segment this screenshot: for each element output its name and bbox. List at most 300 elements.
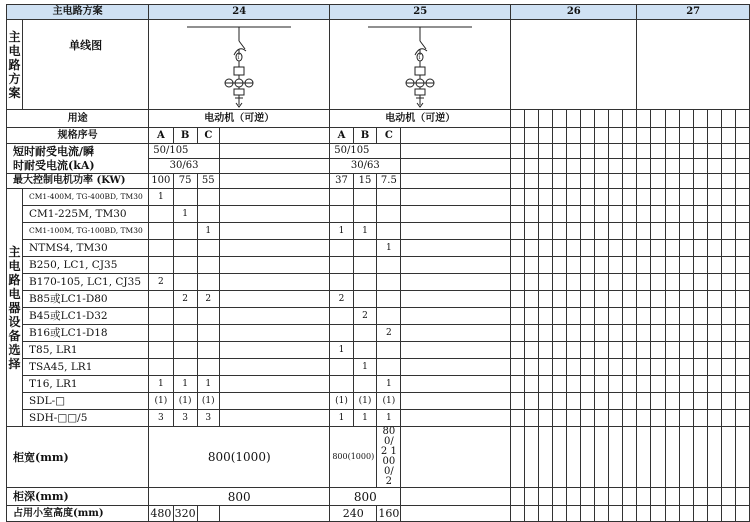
component-qty-25-a — [330, 325, 354, 342]
component-qty-24-b: (1) — [173, 393, 197, 410]
grid-cell — [721, 325, 735, 342]
grid-cell — [609, 488, 623, 506]
grid-cell — [525, 506, 539, 522]
height-25-blank — [401, 506, 511, 522]
grid-cell — [707, 223, 721, 240]
grid-cell — [623, 189, 637, 206]
grid-cell — [567, 427, 581, 488]
grid-cell — [679, 257, 693, 274]
grid-cell — [721, 308, 735, 325]
max-power-24-c: 55 — [197, 174, 219, 189]
grid-cell — [581, 159, 595, 174]
grid-cell — [707, 342, 721, 359]
grid-cell — [539, 291, 553, 308]
grid-cell — [511, 159, 525, 174]
component-qty-24-blank — [219, 257, 329, 274]
grid-cell — [553, 128, 567, 144]
grid-cell — [721, 128, 735, 144]
grid-cell — [679, 427, 693, 488]
header-scheme-27: 27 — [637, 5, 750, 20]
component-row — [7, 240, 750, 257]
grid-cell — [693, 291, 707, 308]
grid-cell — [539, 488, 553, 506]
height-label: 占用小室高度(mm) — [7, 506, 149, 522]
component-qty-25-c: (1) — [377, 393, 401, 410]
grid-cell — [623, 291, 637, 308]
grid-cell — [665, 359, 679, 376]
component-qty-25-b — [353, 240, 377, 257]
grid-cell — [623, 376, 637, 393]
component-qty-24-c — [197, 189, 219, 206]
component-name: SDH-□□/5 — [23, 410, 149, 427]
grid-cell — [721, 274, 735, 291]
grid-cell — [553, 110, 567, 128]
component-qty-24-c — [197, 274, 219, 291]
grid-cell — [567, 488, 581, 506]
grid-cell — [707, 308, 721, 325]
component-name: TSA45, LR1 — [23, 359, 149, 376]
grid-cell — [707, 257, 721, 274]
grid-cell — [679, 308, 693, 325]
grid-cell — [539, 159, 553, 174]
grid-cell — [609, 110, 623, 128]
grid-cell — [525, 274, 539, 291]
side-label-main-circuit: 主电路方案 — [7, 20, 23, 110]
component-qty-24-a: 1 — [149, 376, 173, 393]
component-qty-25-blank — [401, 342, 511, 359]
grid-cell — [623, 159, 637, 174]
height-24-c — [197, 506, 219, 522]
grid-cell — [679, 274, 693, 291]
grid-cell — [679, 159, 693, 174]
component-qty-25-b: (1) — [353, 393, 377, 410]
grid-cell — [693, 393, 707, 410]
grid-cell — [735, 128, 749, 144]
grid-cell — [567, 206, 581, 223]
grid-cell — [679, 393, 693, 410]
grid-cell — [539, 308, 553, 325]
component-qty-24-b — [173, 223, 197, 240]
grid-cell — [567, 159, 581, 174]
component-name: SDL-□ — [23, 393, 149, 410]
grid-cell — [651, 206, 665, 223]
grid-cell — [511, 359, 525, 376]
grid-cell — [539, 325, 553, 342]
grid-cell — [623, 223, 637, 240]
grid-cell — [553, 274, 567, 291]
component-qty-25-b — [353, 342, 377, 359]
component-row — [7, 359, 750, 376]
component-qty-24-b: 1 — [173, 376, 197, 393]
component-qty-24-c: 1 — [197, 376, 219, 393]
component-qty-25-blank — [401, 189, 511, 206]
grid-cell — [679, 110, 693, 128]
grid-cell — [595, 206, 609, 223]
grid-cell — [553, 174, 567, 189]
grid-cell — [609, 144, 623, 159]
component-qty-24-blank — [219, 393, 329, 410]
header-scheme-24: 24 — [149, 5, 330, 20]
component-qty-24-c — [197, 359, 219, 376]
grid-cell — [637, 506, 651, 522]
grid-cell — [707, 376, 721, 393]
component-qty-24-c — [197, 240, 219, 257]
svg-text:1: 1 — [418, 54, 422, 61]
grid-cell — [595, 240, 609, 257]
max-power-label: 最大控制电机功率 (KW) — [7, 174, 149, 189]
grid-cell — [623, 325, 637, 342]
short-current-24-blank2 — [219, 159, 329, 174]
grid-cell — [735, 308, 749, 325]
component-name: T16, LR1 — [23, 376, 149, 393]
grid-cell — [721, 291, 735, 308]
component-qty-25-c: 1 — [377, 376, 401, 393]
grid-cell — [707, 393, 721, 410]
grid-cell — [721, 223, 735, 240]
grid-cell — [609, 325, 623, 342]
component-qty-25-c — [377, 342, 401, 359]
spec-24-c: C — [197, 128, 219, 144]
grid-cell — [665, 257, 679, 274]
short-current-24-line2: 30/63 — [149, 159, 220, 174]
grid-cell — [567, 342, 581, 359]
grid-cell — [553, 488, 567, 506]
grid-cell — [665, 488, 679, 506]
component-qty-24-a — [149, 359, 173, 376]
grid-cell — [651, 427, 665, 488]
component-row — [7, 223, 750, 240]
component-row — [7, 308, 750, 325]
single-line-diagram-27 — [637, 20, 750, 110]
grid-cell — [651, 257, 665, 274]
grid-cell — [707, 110, 721, 128]
grid-cell — [735, 410, 749, 427]
grid-cell — [721, 240, 735, 257]
grid-cell — [651, 393, 665, 410]
grid-cell — [525, 240, 539, 257]
grid-cell — [581, 144, 595, 159]
short-current-25-line1: 50/105 — [330, 144, 401, 159]
grid-cell — [525, 393, 539, 410]
grid-cell — [707, 189, 721, 206]
grid-cell — [539, 110, 553, 128]
grid-cell — [581, 291, 595, 308]
grid-cell — [665, 206, 679, 223]
grid-cell — [735, 342, 749, 359]
grid-cell — [525, 427, 539, 488]
grid-cell — [651, 189, 665, 206]
grid-cell — [595, 342, 609, 359]
grid-cell — [539, 506, 553, 522]
grid-cell — [553, 144, 567, 159]
grid-cell — [609, 427, 623, 488]
grid-cell — [623, 342, 637, 359]
grid-cell — [707, 325, 721, 342]
spec-label: 规格序号 — [7, 128, 149, 144]
component-qty-25-a: 1 — [330, 342, 354, 359]
grid-cell — [567, 240, 581, 257]
grid-cell — [539, 410, 553, 427]
component-qty-25-blank — [401, 325, 511, 342]
grid-cell — [693, 240, 707, 257]
grid-cell — [567, 359, 581, 376]
grid-cell — [539, 144, 553, 159]
component-qty-25-a: 1 — [330, 410, 354, 427]
spec-25-b: B — [353, 128, 377, 144]
component-row — [7, 342, 750, 359]
grid-cell — [651, 240, 665, 257]
header-title: 主电路方案 — [7, 5, 149, 20]
component-qty-24-a — [149, 257, 173, 274]
short-current-25-blank2 — [401, 159, 511, 174]
grid-cell — [595, 427, 609, 488]
component-qty-25-a — [330, 274, 354, 291]
grid-cell — [665, 240, 679, 257]
grid-cell — [679, 240, 693, 257]
grid-cell — [525, 257, 539, 274]
grid-cell — [707, 159, 721, 174]
component-qty-24-a — [149, 342, 173, 359]
grid-cell — [567, 393, 581, 410]
grid-cell — [735, 206, 749, 223]
grid-cell — [581, 376, 595, 393]
component-qty-25-b — [353, 189, 377, 206]
component-qty-25-c — [377, 223, 401, 240]
grid-cell — [693, 274, 707, 291]
grid-cell — [721, 342, 735, 359]
grid-cell — [707, 506, 721, 522]
grid-cell — [595, 488, 609, 506]
grid-cell — [511, 427, 525, 488]
grid-cell — [595, 308, 609, 325]
component-row — [7, 393, 750, 410]
grid-cell — [679, 488, 693, 506]
grid-cell — [651, 174, 665, 189]
grid-cell — [721, 488, 735, 506]
grid-cell — [721, 410, 735, 427]
grid-cell — [623, 359, 637, 376]
grid-cell — [553, 359, 567, 376]
component-row — [7, 257, 750, 274]
grid-cell — [679, 342, 693, 359]
component-qty-24-a — [149, 223, 173, 240]
grid-cell — [567, 291, 581, 308]
component-qty-24-b: 2 — [173, 291, 197, 308]
grid-cell — [511, 174, 525, 189]
spec-24-a: A — [149, 128, 173, 144]
height-25-ab: 240 — [330, 506, 377, 522]
svg-text:1: 1 — [237, 54, 241, 61]
grid-cell — [525, 110, 539, 128]
grid-cell — [609, 291, 623, 308]
grid-cell — [679, 506, 693, 522]
grid-cell — [735, 393, 749, 410]
grid-cell — [539, 359, 553, 376]
component-qty-25-a — [330, 376, 354, 393]
component-qty-24-c — [197, 342, 219, 359]
grid-cell — [567, 189, 581, 206]
grid-cell — [511, 128, 525, 144]
width-25-blank — [401, 427, 511, 488]
component-qty-24-blank — [219, 308, 329, 325]
grid-cell — [735, 189, 749, 206]
grid-cell — [693, 488, 707, 506]
grid-cell — [721, 376, 735, 393]
grid-cell — [637, 308, 651, 325]
grid-cell — [539, 427, 553, 488]
grid-cell — [595, 257, 609, 274]
component-row — [7, 189, 750, 206]
grid-cell — [735, 110, 749, 128]
component-qty-24-blank — [219, 291, 329, 308]
grid-cell — [623, 257, 637, 274]
grid-cell — [567, 376, 581, 393]
grid-cell — [609, 393, 623, 410]
grid-cell — [665, 159, 679, 174]
grid-cell — [595, 110, 609, 128]
height-24-b: 320 — [174, 507, 196, 520]
grid-cell — [693, 410, 707, 427]
grid-cell — [665, 110, 679, 128]
grid-cell — [581, 240, 595, 257]
component-qty-24-b — [173, 274, 197, 291]
component-qty-24-b — [173, 359, 197, 376]
grid-cell — [511, 189, 525, 206]
grid-cell — [651, 376, 665, 393]
component-qty-25-blank — [401, 274, 511, 291]
component-qty-25-c — [377, 189, 401, 206]
component-row — [7, 274, 750, 291]
grid-cell — [707, 291, 721, 308]
grid-cell — [665, 174, 679, 189]
component-qty-25-a: (1) — [330, 393, 354, 410]
width-25-ab: 800(1000) — [330, 427, 377, 488]
usage-label: 用途 — [7, 110, 149, 128]
grid-cell — [679, 291, 693, 308]
grid-cell — [511, 110, 525, 128]
width-24: 800(1000) — [149, 427, 330, 488]
single-line-diagram-24-svg — [149, 21, 329, 109]
usage-24: 电动机（可逆） — [149, 110, 330, 128]
component-qty-25-b — [353, 325, 377, 342]
component-qty-24-blank — [219, 206, 329, 223]
header-scheme-25: 25 — [330, 5, 511, 20]
grid-cell — [735, 325, 749, 342]
grid-cell — [609, 342, 623, 359]
grid-cell — [693, 506, 707, 522]
component-qty-25-blank — [401, 291, 511, 308]
single-line-label: 单线图 — [23, 20, 149, 110]
grid-cell — [553, 342, 567, 359]
component-qty-25-b — [353, 206, 377, 223]
grid-cell — [707, 206, 721, 223]
grid-cell — [553, 393, 567, 410]
width-25-c: 800/2 1000/2 — [377, 427, 401, 488]
component-qty-24-c: 2 — [197, 291, 219, 308]
grid-cell — [665, 376, 679, 393]
grid-cell — [539, 223, 553, 240]
grid-cell — [553, 159, 567, 174]
component-qty-25-c — [377, 359, 401, 376]
spec-24-b: B — [173, 128, 197, 144]
component-name: NTMS4, TM30 — [23, 240, 149, 257]
grid-cell — [539, 393, 553, 410]
grid-cell — [651, 291, 665, 308]
grid-cell — [511, 342, 525, 359]
component-qty-24-blank — [219, 359, 329, 376]
depth-label: 柜深(mm) — [7, 488, 149, 506]
grid-cell — [707, 240, 721, 257]
component-qty-25-blank — [401, 257, 511, 274]
grid-cell — [651, 410, 665, 427]
grid-cell — [693, 206, 707, 223]
grid-cell — [735, 291, 749, 308]
grid-cell — [581, 308, 595, 325]
height-24-a: 480 — [150, 507, 172, 520]
grid-cell — [735, 359, 749, 376]
spec-25-blank — [401, 128, 511, 144]
grid-cell — [721, 174, 735, 189]
grid-cell — [679, 189, 693, 206]
grid-cell — [553, 240, 567, 257]
usage-25: 电动机（可逆） — [330, 110, 511, 128]
grid-cell — [623, 308, 637, 325]
grid-cell — [721, 359, 735, 376]
grid-cell — [511, 308, 525, 325]
grid-cell — [539, 376, 553, 393]
component-qty-25-b — [353, 376, 377, 393]
short-current-label: 短时耐受电流/瞬 时耐受电流(kA) — [7, 144, 149, 174]
grid-cell — [525, 488, 539, 506]
header-scheme-26: 26 — [511, 5, 637, 20]
grid-cell — [553, 206, 567, 223]
grid-cell — [651, 325, 665, 342]
grid-cell — [693, 308, 707, 325]
component-qty-24-c: (1) — [197, 393, 219, 410]
max-power-24-blank — [219, 174, 329, 189]
grid-cell — [637, 240, 651, 257]
component-qty-25-blank — [401, 410, 511, 427]
grid-cell — [609, 257, 623, 274]
grid-cell — [735, 488, 749, 506]
grid-cell — [581, 128, 595, 144]
grid-cell — [595, 274, 609, 291]
grid-cell — [693, 110, 707, 128]
component-name: B16或LC1-D18 — [23, 325, 149, 342]
grid-cell — [693, 189, 707, 206]
grid-cell — [581, 410, 595, 427]
component-qty-24-blank — [219, 342, 329, 359]
grid-cell — [735, 274, 749, 291]
grid-cell — [609, 359, 623, 376]
component-qty-25-a: 1 — [330, 223, 354, 240]
grid-cell — [595, 325, 609, 342]
grid-cell — [511, 206, 525, 223]
grid-cell — [525, 128, 539, 144]
grid-cell — [721, 427, 735, 488]
grid-cell — [665, 427, 679, 488]
grid-cell — [595, 189, 609, 206]
grid-cell — [623, 240, 637, 257]
grid-cell — [679, 359, 693, 376]
component-qty-25-c: 2 — [377, 325, 401, 342]
grid-cell — [623, 174, 637, 189]
grid-cell — [609, 274, 623, 291]
grid-cell — [553, 506, 567, 522]
component-qty-24-a — [149, 240, 173, 257]
main-circuit-scheme-table — [6, 4, 750, 522]
grid-cell — [525, 308, 539, 325]
